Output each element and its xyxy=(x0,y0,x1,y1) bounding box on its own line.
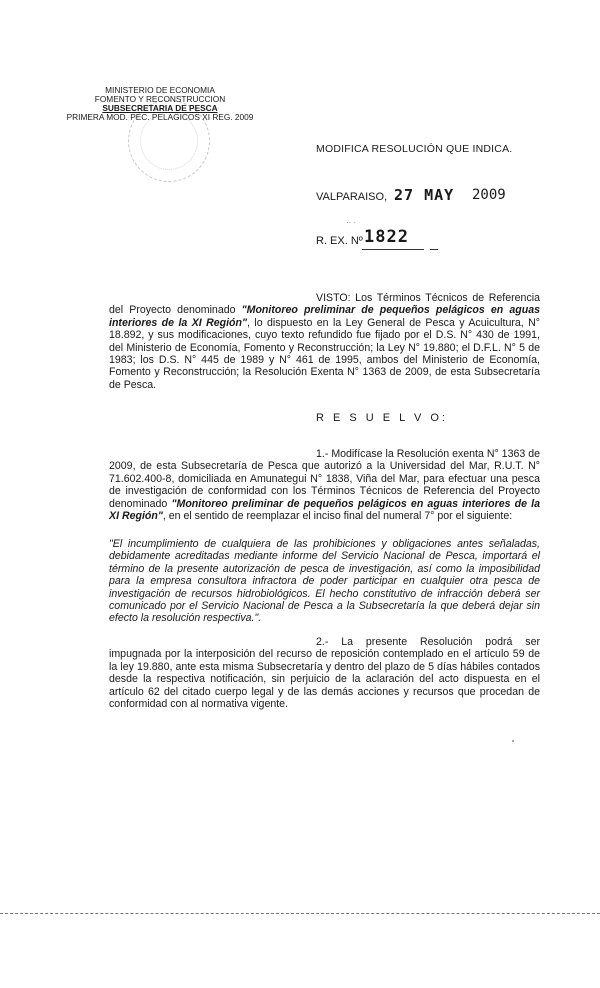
ink-mark: ·· · xyxy=(346,218,357,227)
point-1-text-start: 1.- Modifícase la Resolución exenta N° 1363 de 2009, de esta Subsecretaría de Pesca que autorizó a la Universidad del Mar, R.U.T. N° 71.602.400-8, domiciliada en Amunategui N° 1838, Viña del Mar, para efectuar una pesca de investigación de conformidad con los Términos Técnicos de Referencia del Proyecto denominado xyxy=(109,448,540,510)
replacement-quote: "El incumplimiento de cualquiera de las prohibiciones y obligaciones antes señaladas, debidamente acreditadas mediante informe del Servicio Nacional de Pesca, importará el término de la presente autorización de pesca de investigación, así como la imposibilidad para la empresa consultora infractora de poder participar en cualquier otra pesca de investigación de recursos hidrobiológicos. El hecho constitutivo de infracción deberá ser comunicado por el Servicio Nacional de Pesca a la Subsecretaría la que deberá dejar sin efecto la resolución respectiva.". xyxy=(109,538,540,625)
date-year: 2009 xyxy=(472,187,506,203)
visto-paragraph xyxy=(109,292,540,391)
resolution-number-dash xyxy=(430,249,438,250)
stamp-line-ministry: MINISTERIO DE ECONOMIA xyxy=(105,85,215,95)
ministry-letterhead-stamp xyxy=(60,86,260,122)
resuelvo-heading: R E S U E L V O: xyxy=(316,412,448,424)
stamp-line-fomento: FOMENTO Y RECONSTRUCCION xyxy=(94,94,226,104)
stamp-line-subsecretaria: SUBSECRETARIA DE PESCA xyxy=(102,103,218,113)
resolution-subject: MODIFICA RESOLUCIÓN QUE INDICA. xyxy=(316,143,513,155)
point-2-paragraph: 2.- La presente Resolución podrá ser impugnada por la interposición del recurso de reposición contemplado en el artículo 59 de la ley 19.880, ante esta misma Subsecretaría y dentro del plazo de 5 días hábiles contados desde la respectiva notificación, sin perjuicio de la aclaración del acto dispuesta en el artículo 62 del citado cuerpo legal y de las demás acciones y recursos que procedan de conformidad con al normativa vigente. xyxy=(109,636,540,711)
place-label: VALPARAISO, xyxy=(316,191,388,203)
resolution-number-label: R. EX. Nº xyxy=(316,235,363,247)
visto-text-end: , lo dispuesto en la Ley General de Pesca y Acuicultura, N° 18.892, y sus modificaciones, cuyo texto refundido fue fijado por el D.S. N° 430 de 1991, del Ministerio de Economía, Fomento y Reconstrucción; la Ley N° 19.880; el D.F.L. N° 5 de 1983; los D.S. N° 445 de 1989 y N° 461 de 1995, ambos del Ministerio de Economía, Fomento y Reconstrucción; la Resolución Exenta N° 1363 de 2009, de esta Subsecretaría de Pesca. xyxy=(109,316,540,391)
date-stamp: 27 MAY xyxy=(394,186,455,204)
visto-text-start: VISTO: Los Términos Técnicos de Referencia del Proyecto denominado xyxy=(109,292,540,317)
point-1-text-end: , en el sentido de reemplazar el inciso final del numeral 7° por el siguiente: xyxy=(162,510,513,523)
page-bottom-rule xyxy=(0,913,600,914)
scan-speck xyxy=(512,740,514,742)
visto-project-title: "Monitoreo preliminar de pequeños pelágicos en aguas interiores de la XI Región" xyxy=(109,304,540,329)
point-1-paragraph xyxy=(109,448,540,522)
resolution-number-underline xyxy=(362,249,424,250)
resolution-number: 1822 xyxy=(364,227,409,247)
stamp-line-reference: PRIMERA MOD. PEC. PELAGICOS XI REG. 2009 xyxy=(66,112,254,122)
point-1-project-title: "Monitoreo preliminar de pequeños pelágicos en aguas interiores de la XI Región" xyxy=(109,497,540,523)
